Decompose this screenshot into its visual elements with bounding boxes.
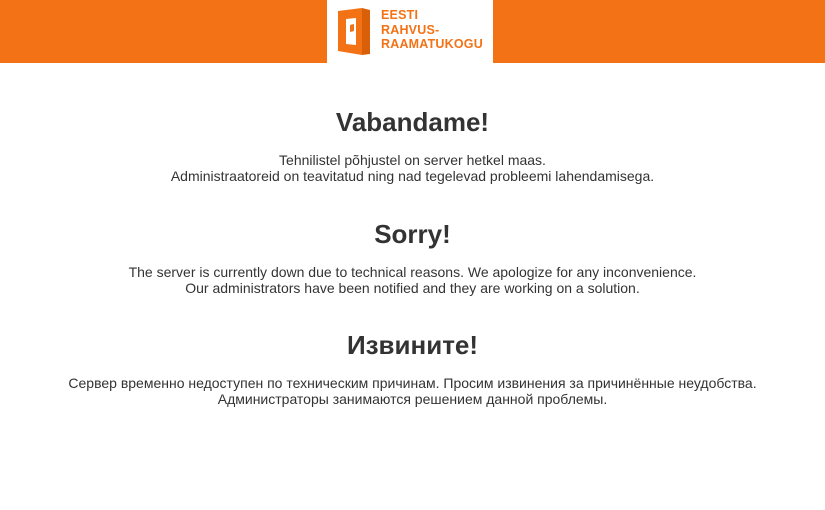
message-line-2: Administraatoreid on teavitatud ning nad tegelevad probleemi lahendamisega. xyxy=(170,168,655,184)
logo-line-1: EESTI xyxy=(381,8,419,22)
header-bar xyxy=(0,0,825,63)
library-logo[interactable] xyxy=(327,0,493,63)
logo-line-2: RAHVUS- xyxy=(381,22,440,37)
message-line-1: The server is currently down due to technical reasons. We apologize for any inconvenience. xyxy=(128,264,697,280)
message-line-2: Our administrators have been notified and they are working on a solution. xyxy=(185,280,640,296)
message-title: Vabandame! xyxy=(335,107,490,137)
message-title: Sorry! xyxy=(374,219,451,249)
message-russian xyxy=(0,330,825,407)
message-line-1: Tehnilistel põhjustel on server hetkel maas. xyxy=(279,152,546,168)
message-body xyxy=(0,264,825,296)
message-english xyxy=(0,219,825,296)
message-body xyxy=(0,375,825,407)
message-line-2: Администраторы занимаются решением данной проблемы. xyxy=(217,391,608,407)
logo-line-3: RAAMATUKOGU xyxy=(381,37,483,51)
message-line-1: Сервер временно недоступен по техническим причинам. Просим извинения за причинённые неудобства. xyxy=(68,375,757,391)
library-logo-icon xyxy=(336,5,372,59)
message-body xyxy=(0,152,825,184)
message-title: Извините! xyxy=(346,330,479,360)
message-estonian xyxy=(0,107,825,184)
library-logo-text xyxy=(381,8,483,52)
